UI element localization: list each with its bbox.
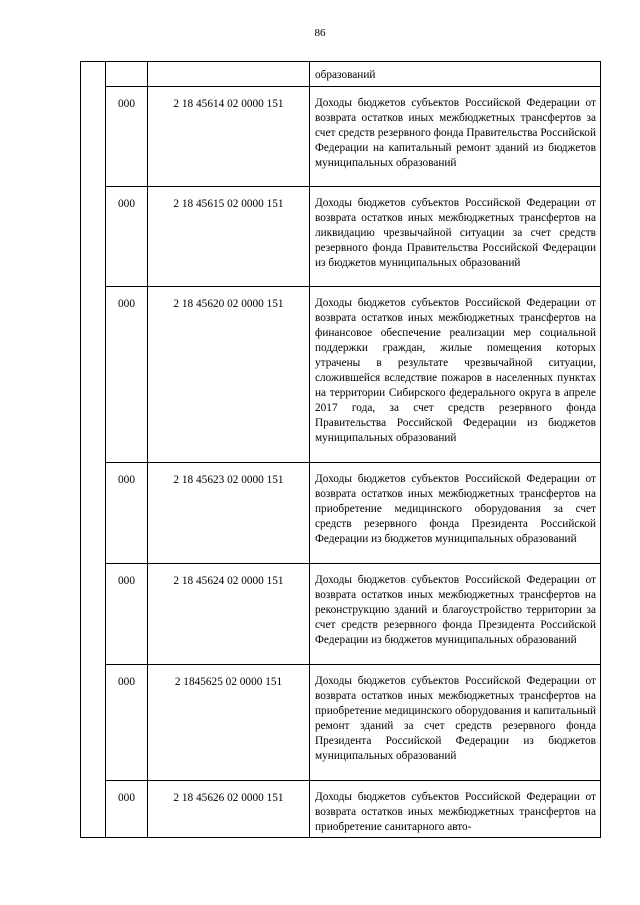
table-row — [81, 463, 601, 564]
kbk-code-cell — [148, 62, 310, 87]
table-row — [81, 665, 601, 781]
description-cell: Доходы бюджетов субъектов Российской Федерации от возврата остатков иных межбюджетных трансфертов на приобретение медицинского оборудования и капитальный ремонт зданий за счет средств резервного фонда Президента Российской Федерации из бюджетов муниципальных образований — [310, 665, 601, 781]
kbk-code-cell: 2 18 45626 02 0000 151 — [148, 781, 310, 838]
admin-code-cell: 000 — [106, 665, 148, 781]
description-cell: Доходы бюджетов субъектов Российской Федерации от возврата остатков иных межбюджетных трансфертов на ликвидацию чрезвычайной ситуации за счет средств резервного фонда Правительства Российской Федерации из бюджетов муниципальных образований — [310, 187, 601, 287]
description-cell — [310, 62, 601, 87]
table-row — [81, 187, 601, 287]
kbk-code-cell: 2 18 45624 02 0000 151 — [148, 564, 310, 665]
table-row — [81, 287, 601, 463]
kbk-code-cell: 2 18 45623 02 0000 151 — [148, 463, 310, 564]
kbk-code-cell: 2 18 45615 02 0000 151 — [148, 187, 310, 287]
table-row — [81, 564, 601, 665]
admin-code-cell: 000 — [106, 781, 148, 838]
table-row-continuation — [81, 62, 601, 87]
budget-revenue-table — [80, 61, 601, 838]
admin-code-cell: 000 — [106, 87, 148, 187]
table-row — [81, 781, 601, 838]
table-cell-empty — [81, 62, 106, 838]
description-cell: Доходы бюджетов субъектов Российской Федерации от возврата остатков иных межбюджетных трансфертов на финансовое обеспечение реализации мер социальной поддержки граждан, жилые помещения которых утрачены в результате чрезвычайной ситуации, сложившейся вследствие пожаров в населенных пунктах на территории Сибирского федерального округа в апреле 2017 года, за счет средств резервного фонда Правительства Российской Федерации из бюджетов муниципальных образований — [310, 287, 601, 463]
admin-code-cell: 000 — [106, 187, 148, 287]
description-cell: Доходы бюджетов субъектов Российской Федерации от возврата остатков иных межбюджетных трансфертов на приобретение медицинского оборудования за счет средств резервного фонда Президента Российской Федерации из бюджетов муниципальных образований — [310, 463, 601, 564]
description-cell: Доходы бюджетов субъектов Российской Федерации от возврата остатков иных межбюджетных трансфертов на реконструкцию зданий и благоустройство территории за счет средств резервного фонда Президента Российской Федерации из бюджетов муниципальных образований — [310, 564, 601, 665]
table-row — [81, 87, 601, 187]
kbk-code-cell: 2 1845625 02 0000 151 — [148, 665, 310, 781]
admin-code-cell — [106, 62, 148, 87]
admin-code-cell: 000 — [106, 463, 148, 564]
description-cell: Доходы бюджетов субъектов Российской Федерации от возврата остатков иных межбюджетных трансфертов на приобретение санитарного авто- — [310, 781, 601, 838]
kbk-code-cell: 2 18 45620 02 0000 151 — [148, 287, 310, 463]
description-text: образований — [315, 69, 376, 81]
admin-code-cell: 000 — [106, 287, 148, 463]
description-cell: Доходы бюджетов субъектов Российской Федерации от возврата остатков иных межбюджетных трансфертов за счет средств резервного фонда Правительства Российской Федерации на капитальный ремонт зданий из бюджетов муниципальных образований — [310, 87, 601, 187]
kbk-code-cell: 2 18 45614 02 0000 151 — [148, 87, 310, 187]
admin-code-cell: 000 — [106, 564, 148, 665]
page-number: 86 — [314, 27, 326, 39]
